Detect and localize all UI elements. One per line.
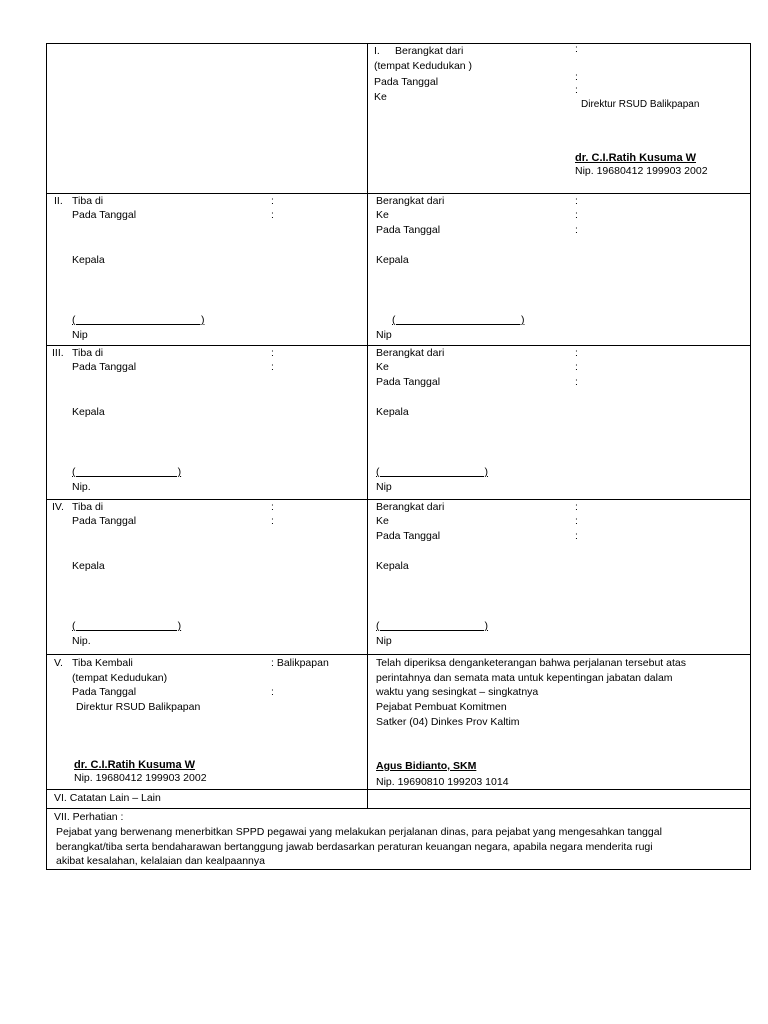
s4-nip-left: Nip.: [72, 635, 91, 647]
s1-berangkat-dari: Berangkat dari: [395, 45, 464, 57]
s2-pada-tanggal-right: Pada Tanggal: [376, 224, 441, 236]
s4-paren-line-right: ( ): [376, 620, 489, 632]
row6-right-cell: [367, 789, 751, 809]
s5-roman: V.: [54, 657, 63, 669]
s1-tempat-kedudukan: (tempat Kedudukan ): [374, 60, 473, 72]
s7-line3: akibat kesalahan, kelalaian dan kealpaannya: [56, 855, 265, 867]
s1-ke: Ke: [374, 91, 387, 103]
s4-colon-l1: :: [271, 501, 274, 513]
s1-colon-3: :: [575, 84, 578, 96]
s3-nip-left: Nip.: [72, 481, 91, 493]
s4-berangkat-dari: Berangkat dari: [376, 501, 445, 513]
s4-pada-tanggal-right: Pada Tanggal: [376, 530, 441, 542]
s2-colon-l1: :: [271, 195, 274, 207]
s4-kepala: Kepala: [72, 560, 105, 572]
s3-nip-right: Nip: [376, 481, 392, 493]
s2-nip-right: Nip: [376, 329, 392, 341]
s3-tiba-di: Tiba di: [72, 347, 104, 359]
s4-pada-tanggal: Pada Tanggal: [72, 515, 137, 527]
s2-ke: Ke: [376, 209, 389, 221]
s2-pada-tanggal: Pada Tanggal: [72, 209, 137, 221]
s4-kepala-right: Kepala: [376, 560, 409, 572]
s2-berangkat-dari: Berangkat dari: [376, 195, 445, 207]
s4-colon-r3: :: [575, 530, 578, 542]
s4-roman: IV.: [52, 501, 64, 513]
s2-colon-r3: :: [575, 224, 578, 236]
s2-kepala: Kepala: [72, 254, 105, 266]
s4-colon-r2: :: [575, 515, 578, 527]
s3-colon-r1: :: [575, 347, 578, 359]
s5-pejabat: Pejabat Pembuat Komitmen: [376, 701, 507, 713]
s5-statement-line2: perintahnya dan semata mata untuk kepentingan jabatan dalam: [376, 672, 673, 684]
s3-ke: Ke: [376, 361, 389, 373]
s2-roman: II.: [54, 195, 63, 207]
s5-ppk-name: Agus Bidianto, SKM: [376, 760, 477, 772]
s5-tempat-kedudukan: (tempat Kedudukan): [72, 672, 168, 684]
s1-direktur: Direktur RSUD Balikpapan: [581, 99, 700, 110]
s7-label: VII. Perhatian :: [54, 811, 124, 823]
s3-pada-tanggal-right: Pada Tanggal: [376, 376, 441, 388]
s3-pada-tanggal: Pada Tanggal: [72, 361, 137, 373]
s3-paren-line-left: ( ): [72, 466, 182, 478]
s2-tiba-di: Tiba di: [72, 195, 104, 207]
s5-tempat-value: : Balikpapan: [271, 657, 329, 669]
s5-tiba-kembali: Tiba Kembali: [72, 657, 133, 669]
s4-colon-l2: :: [271, 515, 274, 527]
s7-line1: Pejabat yang berwenang menerbitkan SPPD pegawai yang melakukan perjalanan dinas, para pejabat yang mengesahkan tanggal: [56, 826, 662, 838]
s4-tiba-di: Tiba di: [72, 501, 104, 513]
s3-paren-line-right: ( ): [376, 466, 489, 478]
s3-colon-r2: :: [575, 361, 578, 373]
s3-kepala: Kepala: [72, 406, 105, 418]
s1-signer-nip: Nip. 19680412 199903 2002: [575, 165, 708, 177]
s2-paren-line-right: ( ): [392, 314, 525, 326]
s3-colon-r3: :: [575, 376, 578, 388]
s1-colon-2: :: [575, 71, 578, 83]
s4-nip-right: Nip: [376, 635, 392, 647]
s2-nip-left: Nip: [72, 329, 88, 341]
s5-direktur: Direktur RSUD Balikpapan: [76, 701, 201, 713]
s4-ke: Ke: [376, 515, 389, 527]
s5-statement-line3: waktu yang sesingkat – singkatnya: [376, 686, 539, 698]
s1-roman: I.: [374, 45, 380, 57]
s6-label: VI. Catatan Lain – Lain: [54, 792, 161, 804]
s2-paren-line-left: ( ): [72, 314, 205, 326]
s5-signer-nip: Nip. 19680412 199903 2002: [74, 772, 207, 784]
s3-berangkat-dari: Berangkat dari: [376, 347, 445, 359]
s5-pada-tanggal: Pada Tanggal: [72, 686, 137, 698]
row1-left-cell: [46, 43, 368, 194]
s2-colon-r2: :: [575, 209, 578, 221]
s2-colon-r1: :: [575, 195, 578, 207]
s2-kepala-right: Kepala: [376, 254, 409, 266]
s1-signer-name: dr. C.I.Ratih Kusuma W: [575, 152, 697, 164]
s5-ppk-nip: Nip. 19690810 199203 1014: [376, 776, 509, 788]
s1-colon-1: :: [575, 43, 578, 55]
s3-colon-l2: :: [271, 361, 274, 373]
s4-paren-line-left: ( ): [72, 620, 182, 632]
s7-line2: berangkat/tiba serta bendaharawan bertanggung jawab berdasarkan peraturan keuangan negara, apabila negara menderita rugi: [56, 841, 653, 853]
s5-colon: :: [271, 686, 274, 698]
s5-statement-line1: Telah diperiksa denganketerangan bahwa perjalanan tersebut atas: [376, 657, 686, 669]
s5-satker: Satker (04) Dinkes Prov Kaltim: [376, 716, 520, 728]
s3-colon-l1: :: [271, 347, 274, 359]
s3-roman: III.: [52, 347, 64, 359]
s2-colon-l2: :: [271, 209, 274, 221]
s5-signer-name: dr. C.I.Ratih Kusuma W: [74, 759, 196, 771]
s1-pada-tanggal: Pada Tanggal: [374, 76, 439, 88]
s4-colon-r1: :: [575, 501, 578, 513]
s3-kepala-right: Kepala: [376, 406, 409, 418]
